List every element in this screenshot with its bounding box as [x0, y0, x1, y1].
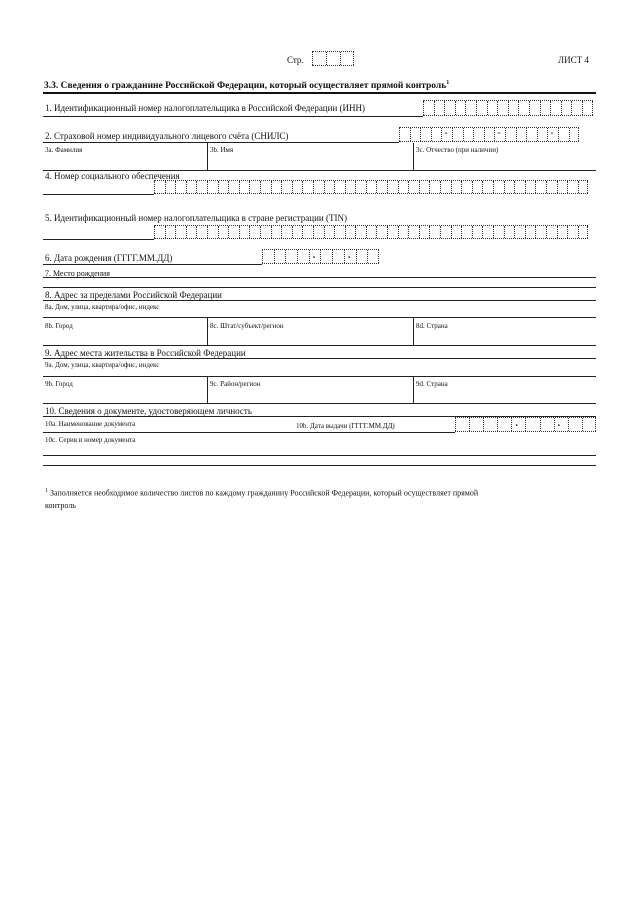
footnote-line-2: контроль: [45, 501, 76, 510]
inn-underline: [43, 116, 423, 117]
birth-date-underline: [43, 264, 262, 265]
patronymic-label: 3c. Отчество (при наличии): [416, 146, 499, 154]
tin-label: 5. Идентификационный номер налогоплательщика в стране регистрации (TIN): [45, 213, 347, 223]
id-document-label: 10. Сведения о документе, удостоверяющем личность: [45, 406, 252, 416]
tin-cells[interactable]: [154, 225, 588, 239]
foreign-address-underline: [43, 300, 596, 301]
birth-place-underline-1: [43, 277, 596, 278]
footnote-line-1: $^1$ Заполняется необходимое количество листов по каждому гражданину Российской Федерации, который осуществляет прямой: [45, 488, 479, 498]
social-number-underline: [43, 194, 154, 195]
ru-country-label: 9d. Страна: [416, 380, 448, 388]
doc-name-underline: [43, 432, 455, 433]
birth-date-cells[interactable]: [262, 249, 379, 264]
first-name-label: 3b. Имя: [210, 146, 234, 154]
foreign-divider-2: [413, 317, 414, 345]
doc-name-label: 10a. Наименование документа: [45, 420, 136, 428]
doc-series-label: 10c. Серия и номер документа: [45, 436, 136, 444]
section-title-underline: [43, 92, 596, 94]
page-number-cells[interactable]: [312, 51, 354, 66]
ru-address-underline: [43, 358, 596, 359]
inn-label: 1. Идентификационный номер налогоплательщика в Российской Федерации (ИНН): [45, 103, 366, 113]
social-number-label: 4. Номер социального обеспечения: [45, 171, 180, 181]
names-divider-2: [413, 143, 414, 170]
foreign-state-label: 8c. Штат/субъект/регион: [210, 322, 284, 330]
foreign-street-label: 8а. Дом, улица, квартира/офис, индекс: [45, 303, 160, 311]
snils-underline: [43, 142, 399, 143]
sheet-number: ЛИСТ 4: [558, 55, 589, 65]
foreign-street-underline: [43, 317, 596, 318]
foreign-divider-1: [207, 317, 208, 345]
ru-region-label: 9c. Район/регион: [210, 380, 261, 388]
names-divider-1: [207, 143, 208, 170]
foreign-city-underline: [43, 345, 596, 346]
social-number-cells[interactable]: [154, 180, 588, 194]
foreign-city-label: 8b. Город: [45, 322, 73, 330]
ru-divider-1: [207, 376, 208, 403]
page-number-label: Стр.: [287, 55, 304, 65]
foreign-country-label: 8d. Страна: [416, 322, 448, 330]
ru-street-label: 9а. Дом, улица, квартира/офис, индекс: [45, 361, 160, 369]
doc-series-underline-1: [43, 455, 596, 456]
section-title: 3.3. Сведения о гражданине Российской Федерации, который осуществляет прямой контроль$^1$: [44, 80, 450, 92]
birth-place-underline-2: [43, 287, 596, 288]
foreign-address-label: 8. Адрес за пределами Российской Федерации: [45, 290, 222, 300]
ru-street-underline: [43, 376, 596, 377]
ru-divider-2: [413, 376, 414, 403]
ru-city-label: 9b. Город: [45, 380, 73, 388]
inn-cells[interactable]: [423, 100, 593, 116]
ru-address-label: 9. Адрес места жительства в Российской Федерации: [45, 348, 246, 358]
tin-underline: [43, 239, 154, 240]
snils-label: 2. Страховой номер индивидуального лицевого счёта (СНИЛС): [45, 131, 289, 141]
birth-date-label: 6. Дата рождения (ГГГГ.ММ.ДД): [45, 253, 173, 263]
snils-cells[interactable]: [399, 127, 579, 142]
birth-place-label: 7. Место рождения: [45, 269, 110, 278]
doc-issue-date-cells[interactable]: [455, 417, 596, 432]
last-name-label: 3а. Фамилия: [45, 146, 83, 154]
doc-issue-date-label: 10b. Дата выдачи (ГГГГ.ММ.ДД): [296, 422, 395, 430]
ru-city-underline: [43, 403, 596, 404]
doc-series-underline-2: [43, 465, 596, 466]
